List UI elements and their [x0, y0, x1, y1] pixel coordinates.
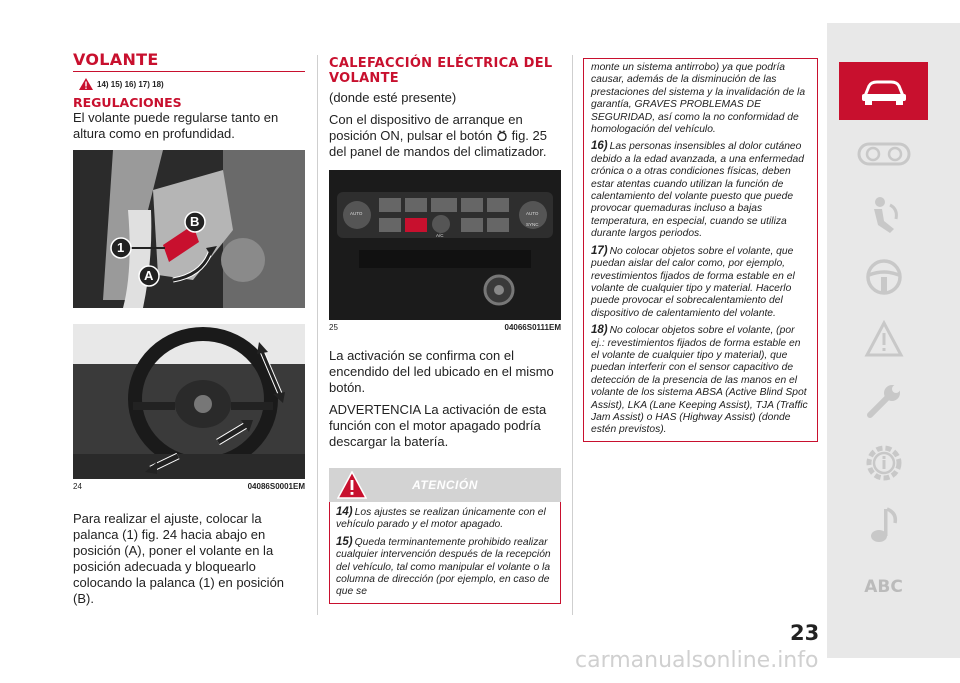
steering-wheel-illustration: [73, 324, 305, 479]
note-14-text: Los ajustes se realizan únicamente con el vehículo parado y el motor apagado.: [336, 507, 546, 531]
note-15-text: Queda terminantemente prohibido realizar cualquier intervención después de la recepción del vehículo, tal como manipular el volante o la columna de dirección (por ejemplo, en caso de que se: [336, 536, 551, 598]
page-number: 23: [790, 621, 820, 645]
note-17: [591, 245, 810, 320]
fig-24-number: 24: [73, 482, 82, 491]
sidebar-item-car[interactable]: [839, 62, 928, 120]
panel-sync: SYNC: [526, 222, 539, 227]
note-16-text: Las personas insensibles al dolor cutáneo debido a la edad avanzada, a una enfermedad crónica o a otras condiciones físicas, deben estar atentas cuando utilizan la función de calentamiento del volante puesto que puede provocar quemaduras incluso a bajas temperatura, en especial, cuando se utiliza durante largos periodos.: [591, 141, 804, 240]
wrench-icon: [864, 381, 904, 421]
fig-label-1: 1: [117, 240, 125, 255]
column-volante: [73, 50, 305, 607]
advertencia-paragraph: ADVERTENCIA La activación de esta función con el motor apagado podría descargar la batería.: [329, 402, 547, 449]
attention-notes: [329, 502, 561, 604]
attention-header: [329, 468, 561, 502]
note-17-num: 17): [591, 244, 608, 257]
column-notes-continued: [583, 58, 818, 442]
subtitle-regulaciones: REGULACIONES: [73, 95, 182, 110]
fig-25-code: 04066S0111EM: [504, 323, 561, 332]
panel-auto-right: AUTO: [526, 211, 539, 216]
note-14: [336, 506, 554, 532]
fig-24-caption: [73, 482, 305, 491]
note-17-text: No colocar objetos sobre el volante, que puedan aislar del calor como, por ejemplo, revestimientos fijados de forma estable en el volante de cualquier tipo y material. Hacerlo puede provocar el sobrecalentamiento del dispositivo de calentamiento del volante.: [591, 245, 795, 319]
note-18: [591, 324, 810, 437]
chapter-sidebar: [827, 23, 960, 658]
sidebar-item-safety[interactable]: [839, 186, 928, 244]
abc-index-icon: ABC: [864, 577, 903, 597]
sidebar-item-driving[interactable]: [839, 248, 928, 306]
dashboard-icon: [857, 138, 911, 168]
sidebar-item-index[interactable]: [839, 558, 928, 616]
sidebar-item-technical[interactable]: [839, 434, 928, 492]
sidebar-item-emergency[interactable]: [839, 310, 928, 368]
heated-wheel-icon: [496, 130, 508, 141]
attention-label: ATENCIÓN: [412, 478, 478, 492]
fig-label-a: A: [144, 268, 154, 283]
warning-triangle-icon: [79, 78, 93, 90]
warning-ref-text: 14) 15) 16) 17) 18): [97, 79, 164, 89]
column-calefaccion: [329, 56, 561, 604]
warning-triangle-icon: [864, 320, 904, 358]
note-18-text: No colocar objetos sobre el volante, (por ej.: revestimientos fijados de forma estable en el volante de cualquier tipo y material), que puedan interferir con el sensor capacitivo de detección de la presencia de las manos en el volante de los sistema ABSA (Active Blind Spot Assist), LKA (Lane Keeping Assist), TJA (Traffic Jam Assist) o HAS (Highway Assist) (donde estén previstos).: [591, 325, 808, 436]
title-rule: [73, 71, 305, 72]
sidebar-item-multimedia[interactable]: [839, 496, 928, 554]
warning-refs: [79, 78, 305, 90]
activation-text-a: Con el dispositivo de arranque en posición ON, pulsar el botón: [329, 112, 523, 143]
led-paragraph: La activación se confirma con el encendido del led ubicado en el mismo botón.: [329, 348, 554, 395]
adjust-paragraph: Para realizar el ajuste, colocar la palanca (1) fig. 24 hacia abajo en posición (A), poner el volante en la posición adecuada y bloquearlo colocando la palanca (1) en posición (B).: [73, 511, 285, 606]
note-15-continued: monte un sistema antirrobo) ya que podría causar, además de la disminución de las prestaciones del sistema y la invalidación de la garantía, GRAVES PROBLEMAS DE SEGURIDAD, así como la no conformidad de homologación del vehículo.: [591, 62, 806, 136]
activation-text-b: fig. 25 del panel de mandos del climatizador.: [329, 128, 547, 159]
steering-lever-illustration: [73, 150, 305, 308]
notes-box: [583, 58, 818, 442]
section-title-volante: VOLANTE: [73, 50, 159, 69]
section-title-calefaccion: CALEFACCIÓN ELÉCTRICA DEL VOLANTE: [329, 56, 553, 86]
note-16: [591, 140, 810, 240]
figure-climate-panel: [329, 170, 561, 320]
note-15-num: 15): [336, 535, 353, 548]
sidebar-item-dashboard[interactable]: [839, 124, 928, 182]
figure-steering-lever: [73, 150, 305, 308]
panel-ac: A/C: [436, 233, 444, 238]
fig-label-b: B: [190, 214, 200, 229]
fig-25-number: 25: [329, 323, 338, 332]
car-icon: [859, 76, 909, 106]
seat-airbag-icon: [864, 195, 904, 235]
sidebar-item-maintenance[interactable]: [839, 372, 928, 430]
availability-note: (donde esté presente): [329, 90, 457, 105]
footer-watermark: carmanualsonline.info: [575, 648, 819, 673]
settings-info-icon: [863, 442, 905, 484]
note-15: [336, 536, 554, 599]
panel-auto-left: AUTO: [350, 211, 363, 216]
fig-24-code: 04086S0001EM: [247, 482, 305, 491]
fig-25-caption: [329, 323, 561, 332]
note-16-num: 16): [591, 140, 608, 153]
steering-wheel-icon: [864, 257, 904, 297]
intro-paragraph: El volante puede regularse tanto en altura como en profundidad.: [73, 110, 279, 141]
activation-instruction: [329, 112, 561, 160]
figure-steering-wheel: [73, 324, 305, 479]
note-14-num: 14): [336, 506, 353, 518]
climate-panel-illustration: [329, 170, 561, 320]
note-18-num: 18): [591, 324, 608, 337]
music-note-icon: [867, 505, 901, 545]
